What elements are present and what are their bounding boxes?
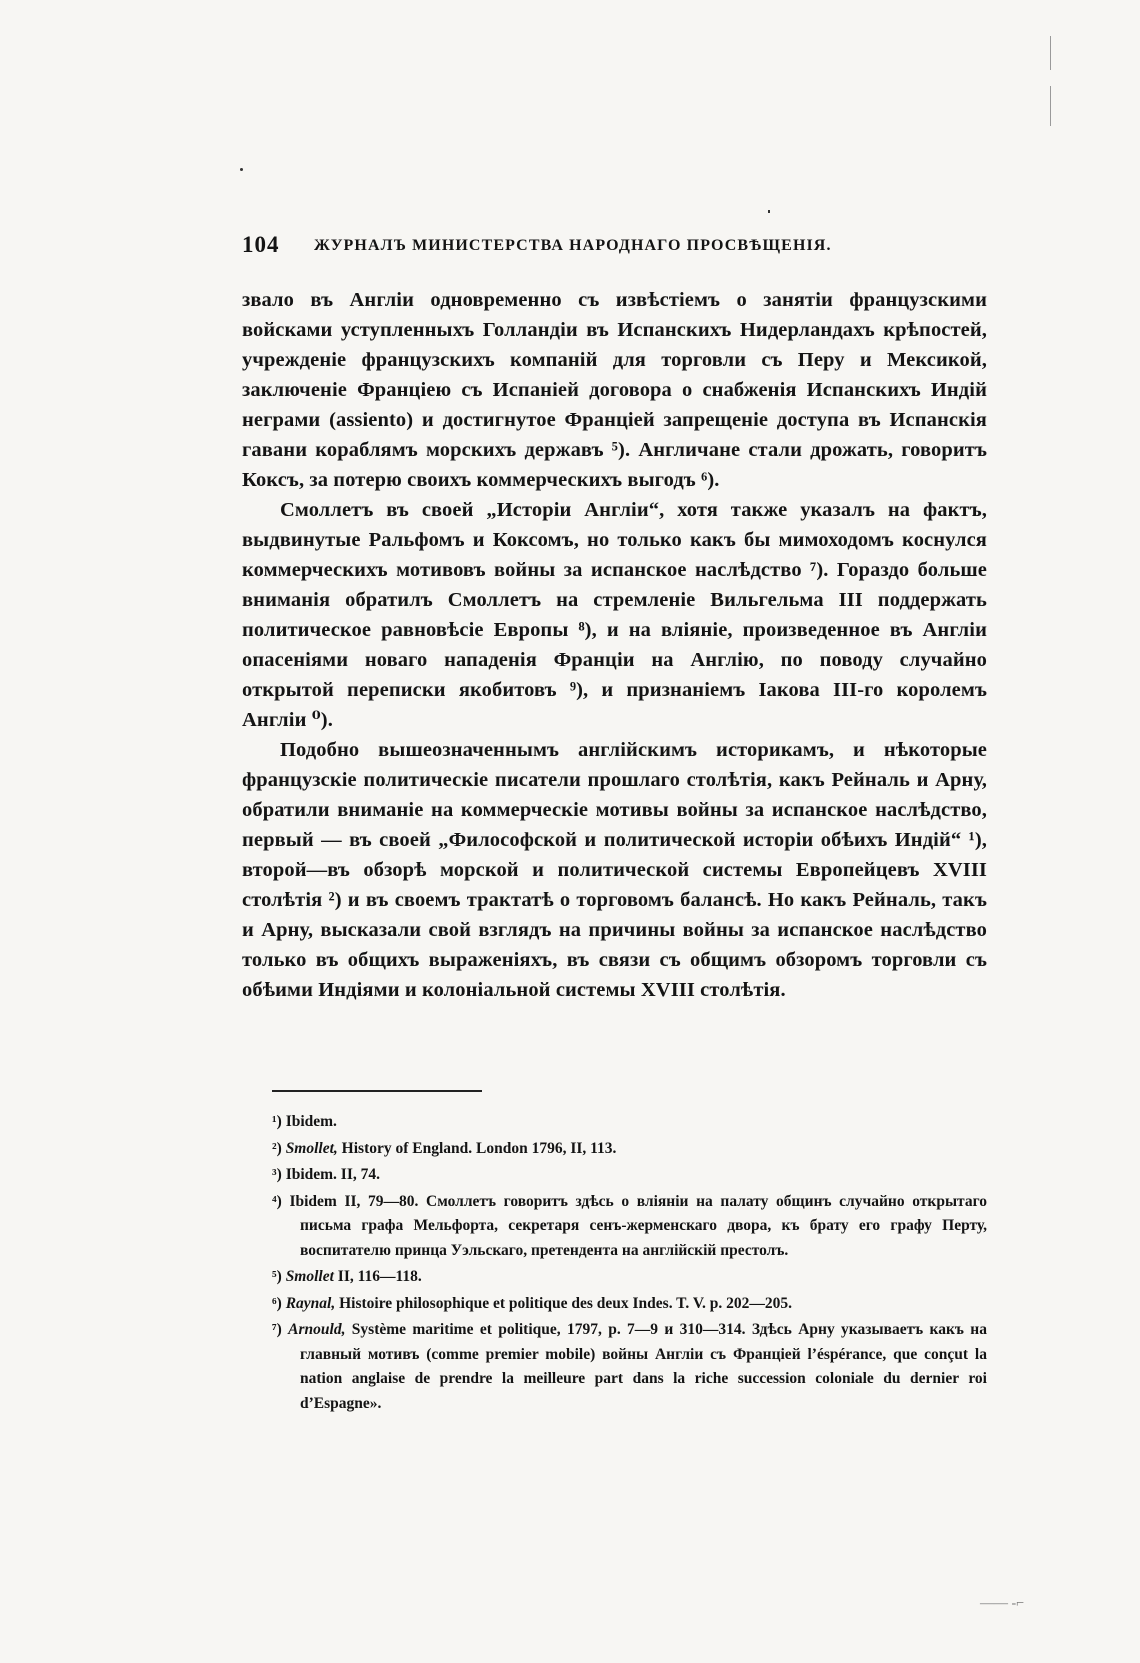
footnote-mark: ⁶) [272, 1294, 282, 1312]
footnote [272, 1265, 987, 1290]
footnote-author: Smollet [285, 1268, 334, 1285]
paragraph: звало въ Англіи одновременно съ извѣстіемъ о занятіи французскими войсками уступленныхъ Голландіи въ Испанскихъ Нидерландахъ крѣпостей, учрежденіе французскихъ компаній для торговли съ Перу и Мексикой, заключеніе Франціею съ Испаніей договора о снабженія Испанскихъ Индій неграми (assiento) и достигнутое Франціей запрещеніе доступа въ Испанскія гавани кораблямъ морскихъ державъ ⁵). Англичане стали дрожать, говоритъ Коксъ, за потерю своихъ коммерческихъ выгодъ ⁶). [242, 289, 987, 491]
footnote-mark: ⁴) [272, 1192, 282, 1210]
footnote [272, 1137, 987, 1162]
footnote [272, 1318, 987, 1416]
footnote-mark: ⁵) [272, 1268, 282, 1285]
footnote-mark: ¹) [272, 1113, 282, 1130]
footnote-text: Ibidem. [285, 1113, 337, 1130]
print-speck [240, 168, 243, 171]
paragraph: Подобно вышеозначеннымъ англійскимъ историкамъ, и нѣкоторые французскіе политическіе писатели прошлаго столѣтія, какъ Рейналь и Арну, обратили вниманіе на коммерческіе мотивы войны за испанское наслѣдство, первый — въ своей „Философской и политической исторіи обѣихъ Индій“ ¹), второй—въ обзорѣ морской и политической системы Европейцевъ XVIII столѣтія ²) и въ своемъ трактатѣ о торговомъ балансѣ. Но какъ Рейналь, такъ и Арну, высказали свой взглядъ на причины войны за испанское наслѣдство только въ общихъ выраженіяхъ, въ связи съ общимъ обзоромъ торговли съ обѣими Индіями и колоніальной системы XVIII столѣтія. [242, 739, 987, 1001]
footnote-mark: ⁷) [272, 1321, 282, 1338]
footnote [272, 1163, 987, 1188]
page-header [242, 232, 987, 262]
page-number: 104 [242, 232, 280, 257]
footnote [272, 1110, 987, 1135]
footnote-author: Arnould, [288, 1321, 346, 1338]
footnote-mark: ³) [272, 1166, 282, 1183]
body-text [242, 285, 987, 1005]
running-head: ЖУРНАЛЪ МИНИСТЕРСТВА НАРОДНАГО ПРОСВѢЩЕНІЯ. [314, 237, 832, 254]
scan-edge-mark: —— -⌐ [980, 1596, 1025, 1611]
footnote-text: Ibidem II, 79—80. Смоллетъ говоритъ здѣсь о вліяніи на палату общинъ случайно открытаго письма графа Мельфорта, секретаря сенъ-жерменскаго двора, къ брату его графу Перту, воспитателю принца Уэльскаго, претендента на англійскій престолъ. [289, 1192, 988, 1259]
footnote [272, 1190, 987, 1264]
footnote [272, 1292, 987, 1317]
paragraph: Смоллетъ въ своей „Исторіи Англіи“, хотя также указалъ на фактъ, выдвинутые Ральфомъ и Коксомъ, но только какъ бы мимоходомъ коснулся коммерческихъ мотивовъ войны за испанское наслѣдство ⁷). Гораздо больше вниманія обратилъ Смоллетъ на стремленіе Вильгельма III поддержать политическое равновѣсіе Европы ⁸), и на вліяніе, произведенное въ Англіи опасеніями новаго нападенія Франціи на Англію, по поводу случайно открытой переписки якобитовъ ⁹), и признаніемъ Іакова III-го королемъ Англіи ⁰). [242, 499, 987, 731]
scan-edge-mark [1050, 86, 1051, 126]
print-speck [768, 210, 770, 213]
footnote-text: History of England. London 1796, II, 113. [337, 1139, 617, 1157]
footnote-separator [272, 1090, 482, 1092]
scan-edge-mark [1050, 36, 1051, 70]
footnote-author: Raynal, [285, 1294, 336, 1312]
footnote-text: II, 116—118. [333, 1268, 422, 1285]
footnotes [272, 1110, 987, 1418]
footnote-mark: ²) [272, 1139, 282, 1157]
footnote-text: Ibidem. II, 74. [285, 1166, 380, 1183]
footnote-text: Histoire philosophique et politique des deux Indes. T. V. p. 202—205. [335, 1294, 793, 1312]
footnote-text: Système maritime et politique, 1797, p. 7—9 и 310—314. Здѣсь Арну указываетъ какъ на главный мотивъ (comme premier mobile) войны Англіи съ Франціей l’éspérance, que conçut la nation anglaise de prendre la meilleure part dans la riche succession coloniale du dernier roi d’Espagne». [300, 1321, 987, 1412]
footnote-author: Smollet, [285, 1139, 338, 1157]
